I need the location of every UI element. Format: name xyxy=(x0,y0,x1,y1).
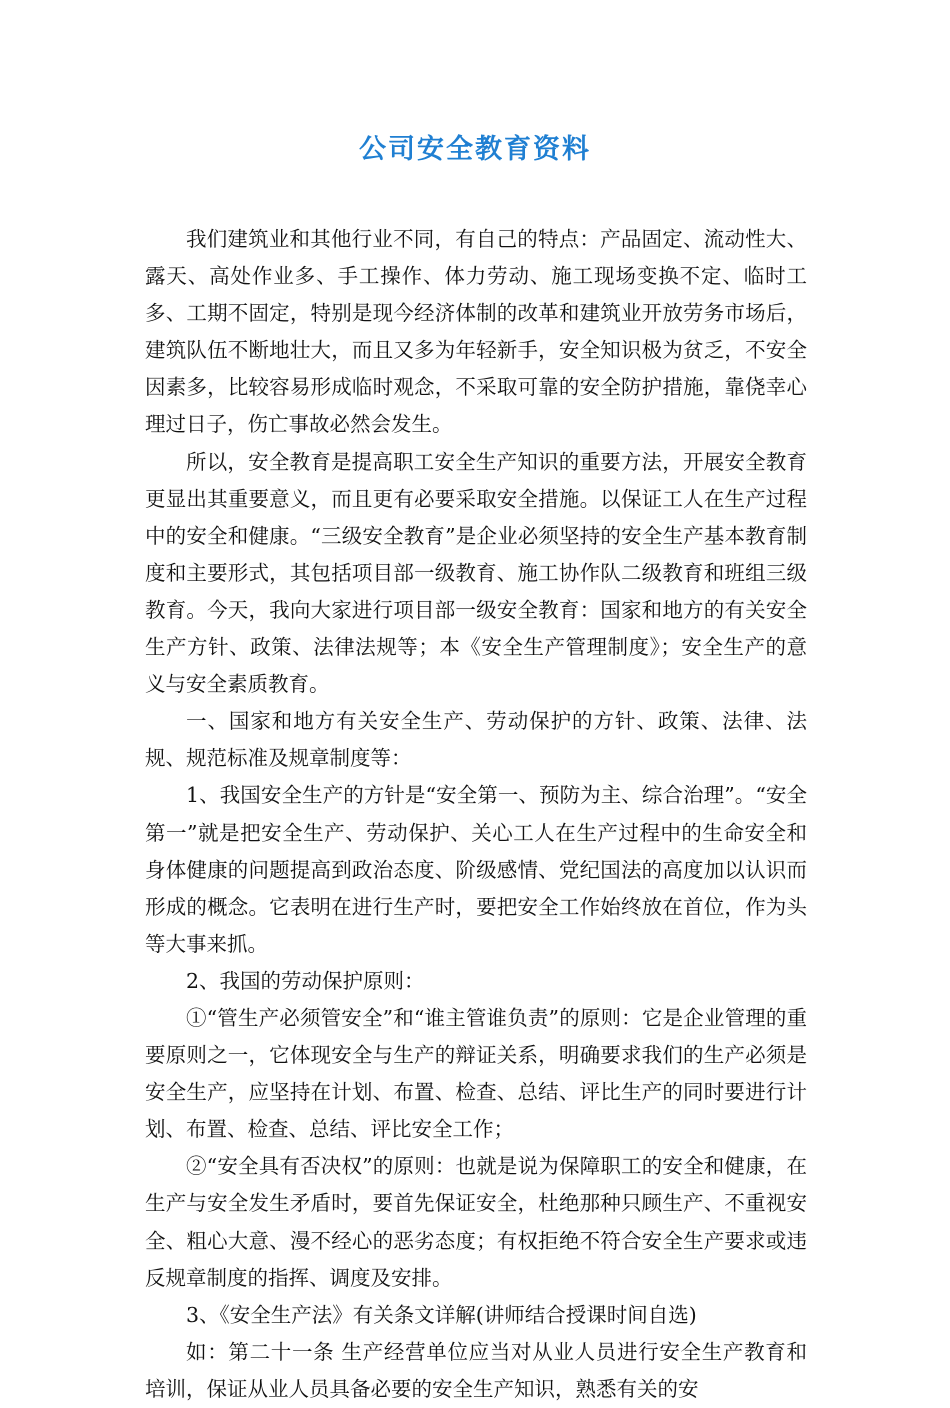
document-body xyxy=(145,221,807,1408)
paragraph: 如：第二十一条 生产经营单位应当对从业人员进行安全生产教育和培训，保证从业人员具备必要的安全生产知识，熟悉有关的安 xyxy=(145,1339,807,1401)
paragraph: 一、国家和地方有关安全生产、劳动保护的方针、政策、法律、法规、规范标准及规章制度等： xyxy=(145,709,807,771)
paragraph: ②“安全具有否决权”的原则：也就是说为保障职工的安全和健康，在生产与安全发生矛盾时，要首先保证安全，杜绝那种只顾生产、不重视安全、粗心大意、漫不经心的恶劣态度；有权拒绝不符合安全生产要求或违反规章制度的指挥、调度及安排。 xyxy=(145,1154,807,1290)
paragraph: 1、我国安全生产的方针是“安全第一、预防为主、综合治理”。“安全第一”就是把安全生产、劳动保护、关心工人在生产过程中的生命安全和身体健康的问题提高到政治态度、阶级感情、党纪国法的高度加以认识而形成的概念。它表明在进行生产时，要把安全工作始终放在首位，作为头等大事来抓。 xyxy=(145,783,807,956)
paragraph: 3、《安全生产法》有关条文详解(讲师结合授课时间自选) xyxy=(186,1302,697,1327)
paragraph: ①“管生产必须管安全”和“谁主管谁负责”的原则：它是企业管理的重要原则之一，它体现安全与生产的辩证关系，明确要求我们的生产必须是安全生产，应坚持在计划、布置、检查、总结、评比生产的同时要进行计划、布置、检查、总结、评比安全工作； xyxy=(145,1005,807,1142)
document-title: 公司安全教育资料 xyxy=(359,134,591,165)
paragraph: 所以，安全教育是提高职工安全生产知识的重要方法，开展安全教育更显出其重要意义，而且更有必要采取安全措施。以保证工人在生产过程中的安全和健康。“三级安全教育”是企业必须坚持的安全生产基本教育制度和主要形式，其包括项目部一级教育、施工协作队二级教育和班组三级教育。今天，我向大家进行项目部一级安全教育：国家和地方的有关安全生产方针、政策、法律法规等；本《安全生产管理制度》；安全生产的意义与安全素质教育。 xyxy=(145,449,807,697)
paragraph: 我们建筑业和其他行业不同，有自己的特点：产品固定、流动性大、露天、高处作业多、手工操作、体力劳动、施工现场变换不定、临时工多、工期不固定，特别是现今经济体制的改革和建筑业开放劳务市场后，建筑队伍不断地壮大，而且又多为年轻新手，安全知识极为贫乏，不安全因素多，比较容易形成临时观念，不采取可靠的安全防护措施，靠侥幸心理过日子，伤亡事故必然会发生。 xyxy=(145,227,807,437)
paragraph: 2、我国的劳动保护原则： xyxy=(186,968,425,993)
